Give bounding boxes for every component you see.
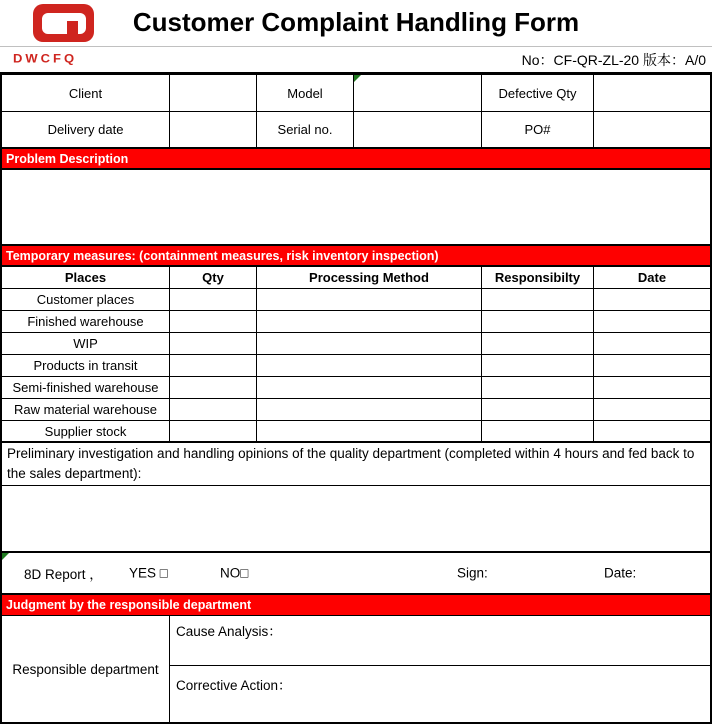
defective-qty-label: Defective Qty bbox=[482, 75, 594, 111]
place-label: Customer places bbox=[2, 289, 170, 310]
po-label: PO# bbox=[482, 112, 594, 147]
header-responsibility: Responsibilty bbox=[482, 267, 594, 288]
qty-cell[interactable] bbox=[170, 355, 257, 376]
serial-no-value-cell[interactable] bbox=[354, 112, 482, 147]
table-row bbox=[2, 421, 710, 443]
preliminary-investigation-input-area[interactable] bbox=[2, 486, 710, 553]
table-row bbox=[2, 377, 710, 399]
defective-qty-value-cell[interactable] bbox=[594, 75, 710, 111]
date-cell[interactable] bbox=[594, 333, 710, 354]
info-row-2 bbox=[2, 112, 710, 149]
table-row bbox=[2, 355, 710, 377]
date-cell[interactable] bbox=[594, 421, 710, 441]
processing-method-cell[interactable] bbox=[257, 289, 482, 310]
responsibility-cell[interactable] bbox=[482, 377, 594, 398]
responsible-department-label: Responsible department bbox=[2, 616, 170, 722]
processing-method-cell[interactable] bbox=[257, 333, 482, 354]
place-label: Finished warehouse bbox=[2, 311, 170, 332]
qty-cell[interactable] bbox=[170, 333, 257, 354]
responsibility-cell[interactable] bbox=[482, 421, 594, 441]
date-label: Date: bbox=[604, 565, 637, 581]
info-row-1 bbox=[2, 75, 710, 112]
po-value-cell[interactable] bbox=[594, 112, 710, 147]
date-cell[interactable] bbox=[594, 311, 710, 332]
place-label: Raw material warehouse bbox=[2, 399, 170, 420]
table-row bbox=[2, 333, 710, 355]
place-label: Products in transit bbox=[2, 355, 170, 376]
judgment-banner: Judgment by the responsible department bbox=[2, 595, 710, 616]
report-8d-yes-checkbox[interactable]: YES □ bbox=[129, 565, 168, 581]
temporary-measures-banner: Temporary measures: (containment measures, risk inventory inspection) bbox=[2, 246, 710, 267]
delivery-date-value-cell[interactable] bbox=[170, 112, 257, 147]
date-cell[interactable] bbox=[594, 377, 710, 398]
header-qty: Qty bbox=[170, 267, 257, 288]
qty-cell[interactable] bbox=[170, 289, 257, 310]
qty-cell[interactable] bbox=[170, 377, 257, 398]
responsibility-cell[interactable] bbox=[482, 289, 594, 310]
preliminary-investigation-label: Preliminary investigation and handling opinions of the quality department (completed within 4 hours and fed back to the sales department): bbox=[2, 443, 710, 486]
document-number: No：CF-QR-ZL-20 版本：A/0 bbox=[521, 52, 706, 68]
processing-method-cell[interactable] bbox=[257, 421, 482, 441]
client-value-cell[interactable] bbox=[170, 75, 257, 111]
cause-analysis-cell[interactable]: Cause Analysis： bbox=[170, 616, 710, 666]
qty-cell[interactable] bbox=[170, 421, 257, 441]
responsibility-cell[interactable] bbox=[482, 399, 594, 420]
client-label: Client bbox=[2, 75, 170, 111]
report-8d-label: 8D Report ， bbox=[24, 567, 103, 582]
excel-corner-marker-icon bbox=[2, 553, 9, 560]
table-row bbox=[2, 289, 710, 311]
table-row bbox=[2, 399, 710, 421]
header-processing-method: Processing Method bbox=[257, 267, 482, 288]
form-subheader bbox=[0, 47, 712, 72]
serial-no-label: Serial no. bbox=[257, 112, 354, 147]
problem-description-input-area[interactable] bbox=[2, 170, 710, 246]
processing-method-cell[interactable] bbox=[257, 399, 482, 420]
place-label: WIP bbox=[2, 333, 170, 354]
date-cell[interactable] bbox=[594, 289, 710, 310]
date-cell[interactable] bbox=[594, 399, 710, 420]
delivery-date-label: Delivery date bbox=[2, 112, 170, 147]
model-label: Model bbox=[257, 75, 354, 111]
table-row bbox=[2, 311, 710, 333]
responsibility-cell[interactable] bbox=[482, 355, 594, 376]
form-header bbox=[0, 0, 712, 47]
sign-label: Sign: bbox=[457, 565, 488, 581]
report-8d-row bbox=[2, 553, 710, 595]
temporary-table-header-row bbox=[2, 267, 710, 289]
model-value-cell[interactable] bbox=[354, 75, 482, 111]
processing-method-cell[interactable] bbox=[257, 311, 482, 332]
header-places: Places bbox=[2, 267, 170, 288]
report-8d-no-checkbox[interactable]: NO□ bbox=[220, 565, 249, 581]
problem-description-banner: Problem Description bbox=[2, 149, 710, 170]
qty-cell[interactable] bbox=[170, 311, 257, 332]
place-label: Semi-finished warehouse bbox=[2, 377, 170, 398]
complaint-form-table bbox=[0, 72, 712, 724]
processing-method-cell[interactable] bbox=[257, 377, 482, 398]
responsibility-cell[interactable] bbox=[482, 311, 594, 332]
judgment-section bbox=[2, 616, 710, 722]
corrective-action-cell[interactable]: Corrective Action： bbox=[176, 678, 292, 693]
qty-cell[interactable] bbox=[170, 399, 257, 420]
company-logo-text: DWCFQ bbox=[13, 51, 78, 66]
header-date: Date bbox=[637, 270, 667, 285]
excel-corner-marker-icon bbox=[354, 75, 361, 82]
judgment-detail-column bbox=[170, 616, 710, 722]
place-label: Supplier stock bbox=[2, 421, 170, 441]
page-title: Customer Complaint Handling Form bbox=[132, 7, 580, 37]
processing-method-cell[interactable] bbox=[257, 355, 482, 376]
responsibility-cell[interactable] bbox=[482, 333, 594, 354]
date-cell[interactable] bbox=[594, 355, 710, 376]
